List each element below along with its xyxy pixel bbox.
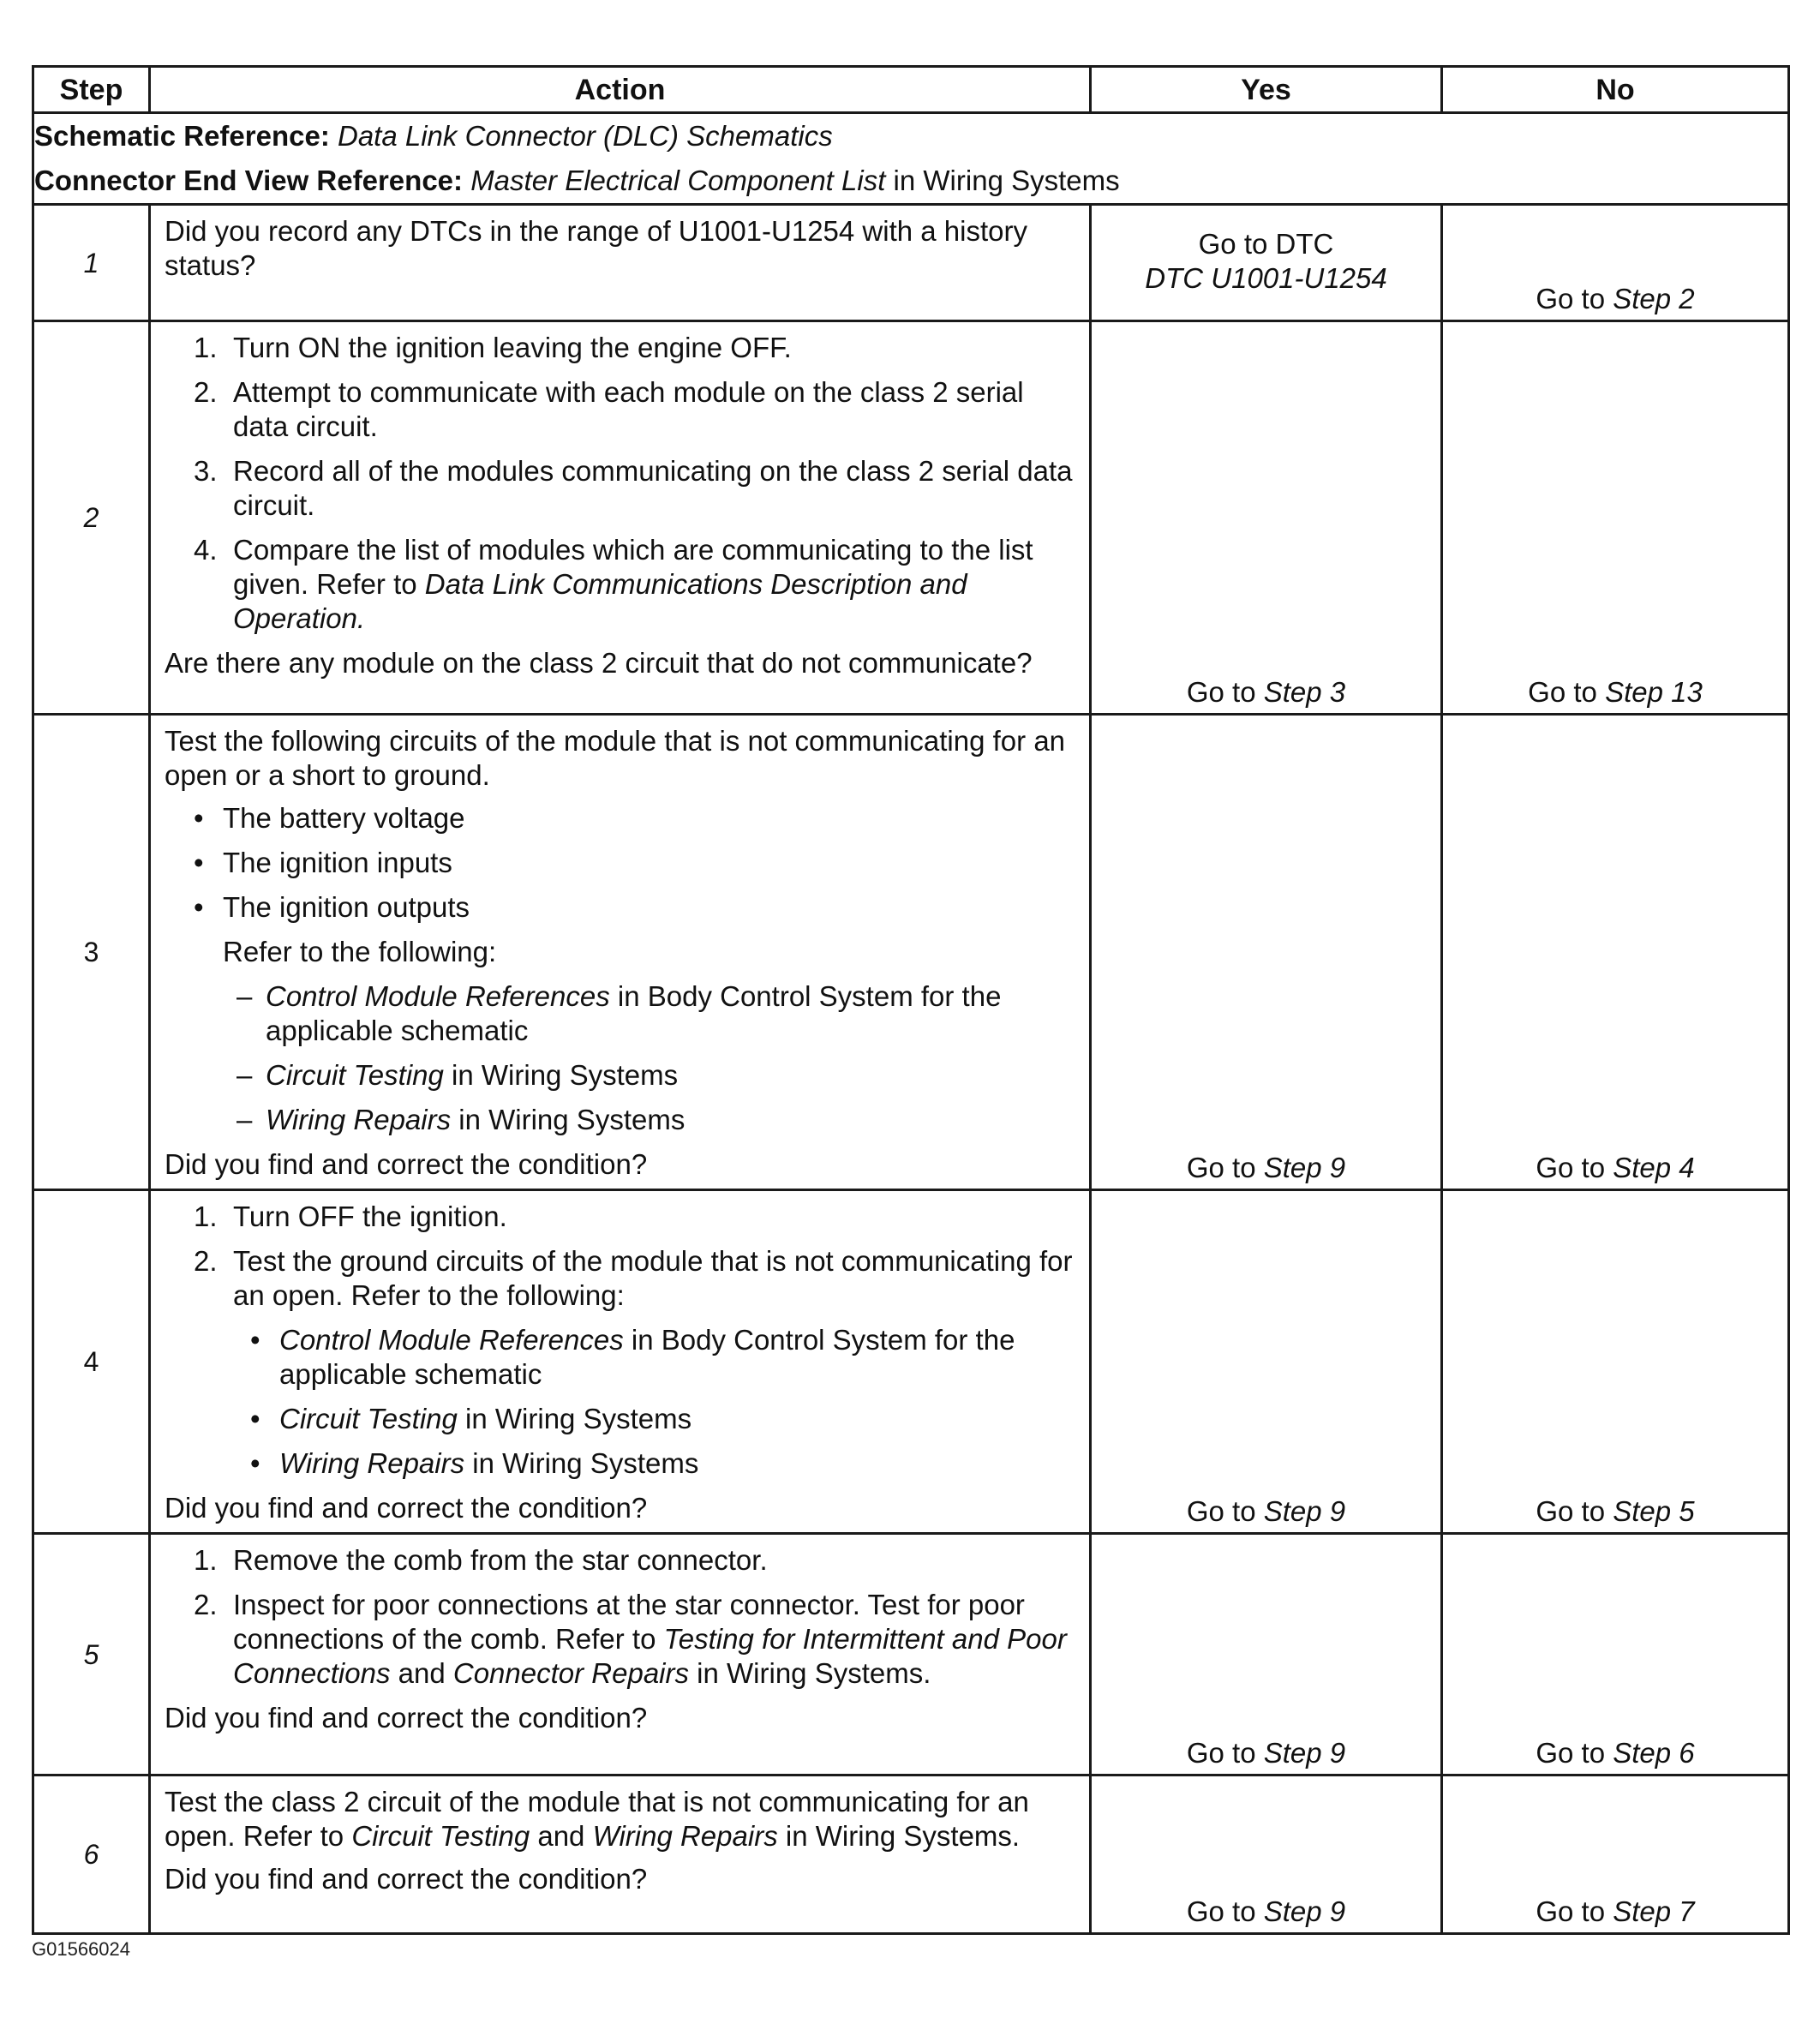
- no-result: Go to: [1528, 676, 1606, 708]
- numbered-item: 1. Remove the comb from the star connector.: [194, 1544, 768, 1576]
- numbered-item: 2. Inspect for poor connections at the star connector. Test for poor connections of the comb. Refer to Testing for Intermittent and Poor Connections and Connector Repairs in Wiring Systems.: [194, 1589, 1067, 1689]
- step-row-6: [33, 1776, 1789, 1934]
- reference-link[interactable]: Connector Repairs: [452, 1657, 689, 1689]
- no-cell: [1442, 715, 1789, 1190]
- reference-link[interactable]: Circuit Testing: [266, 1059, 444, 1091]
- yes-result-link[interactable]: Step 9: [1263, 1152, 1346, 1183]
- header-action: Action: [150, 67, 1091, 113]
- no-result-link[interactable]: Step 13: [1605, 676, 1703, 708]
- numbered-item: 1. Turn OFF the ignition.: [194, 1201, 507, 1232]
- numbered-item: 3. Record all of the modules communicating on the class 2 serial data circuit.: [194, 455, 1073, 521]
- reference-link[interactable]: Control Module References: [279, 1324, 624, 1356]
- dash-item: – Wiring Repairs in Wiring Systems: [236, 1104, 685, 1135]
- reference-cell: [33, 113, 1789, 205]
- step-row-1: [33, 205, 1789, 321]
- step-number: 1: [33, 205, 150, 321]
- yes-result: Go to: [1186, 1895, 1264, 1927]
- step-number: 3: [33, 715, 150, 1190]
- no-cell: [1442, 1534, 1789, 1776]
- step-row-3: [33, 715, 1789, 1190]
- step-row-2: [33, 321, 1789, 715]
- no-result-link[interactable]: Step 5: [1613, 1495, 1695, 1527]
- step-number: 5: [33, 1534, 150, 1776]
- no-cell: [1442, 321, 1789, 715]
- reference-link[interactable]: Wiring Repairs: [592, 1820, 778, 1852]
- no-result-link[interactable]: Step 4: [1613, 1152, 1695, 1183]
- dash-item: – Circuit Testing in Wiring Systems: [236, 1059, 679, 1091]
- step-row-4: [33, 1190, 1789, 1534]
- no-result: Go to: [1536, 1737, 1613, 1769]
- numbered-item: 1. Turn ON the ignition leaving the engine OFF.: [194, 332, 792, 363]
- step-number: 6: [33, 1776, 150, 1934]
- yes-cell: [1091, 205, 1442, 321]
- question-text: Did you find and correct the condition?: [165, 1702, 648, 1734]
- yes-result-link[interactable]: Step 9: [1263, 1895, 1346, 1927]
- dash-item: – Control Module References in Body Control System for the applicable schematic: [236, 980, 1002, 1046]
- no-result: Go to: [1536, 283, 1613, 314]
- yes-result-link[interactable]: Step 9: [1263, 1737, 1346, 1769]
- no-result-link[interactable]: Step 7: [1613, 1895, 1695, 1927]
- bullet-item: • Control Module References in Body Control System for the applicable schematic: [250, 1324, 1015, 1390]
- schematic-reference-link[interactable]: Data Link Connector (DLC) Schematics: [338, 120, 833, 152]
- reference-row: [33, 113, 1789, 205]
- bullet-item: • The ignition outputs: [194, 891, 470, 923]
- action-cell: [150, 321, 1091, 715]
- no-result: Go to: [1536, 1152, 1613, 1183]
- bullet-item: • The ignition inputs: [194, 847, 452, 878]
- header-yes: Yes: [1091, 67, 1442, 113]
- no-result: Go to: [1536, 1895, 1613, 1927]
- yes-result: Go to: [1186, 1152, 1264, 1183]
- yes-result: Go to DTC: [1198, 227, 1334, 260]
- reference-link[interactable]: Circuit Testing: [351, 1820, 530, 1852]
- intro-text: Test the class 2 circuit of the module that is not communicating for an open. Refer to Circuit Testing and Wiring Repairs in Wiring Systems.: [165, 1786, 1029, 1852]
- no-cell: [1442, 1776, 1789, 1934]
- no-cell: [1442, 205, 1789, 321]
- question-text: Did you find and correct the condition?: [165, 1492, 648, 1524]
- refer-text: Refer to the following:: [223, 936, 497, 967]
- numbered-item: 2. Test the ground circuits of the module that is not communicating for an open. Refer to the following:: [194, 1245, 1073, 1311]
- reference-link[interactable]: Data Link Communications Description and Operation.: [233, 568, 967, 634]
- reference-link[interactable]: Testing for Intermittent and Poor Connections: [233, 1623, 1067, 1689]
- bullet-item: • The battery voltage: [194, 802, 465, 834]
- reference-link[interactable]: Wiring Repairs: [266, 1104, 452, 1135]
- schematic-reference-label: Schematic Reference:: [34, 120, 330, 152]
- yes-result-link[interactable]: Step 9: [1263, 1495, 1346, 1527]
- step-row-5: [33, 1534, 1789, 1776]
- no-result: Go to: [1536, 1495, 1613, 1527]
- no-result-link[interactable]: Step 6: [1613, 1737, 1695, 1769]
- numbered-item: 2. Attempt to communicate with each module on the class 2 serial data circuit.: [194, 376, 1024, 442]
- question-text: Did you find and correct the condition?: [165, 1863, 648, 1895]
- step-number: 4: [33, 1190, 150, 1534]
- question-text: Did you find and correct the condition?: [165, 1148, 648, 1180]
- yes-cell: [1091, 1776, 1442, 1934]
- header-row: [33, 67, 1789, 113]
- yes-result: Go to: [1186, 1495, 1264, 1527]
- yes-cell: [1091, 715, 1442, 1190]
- schematic-reference: [34, 114, 1787, 159]
- connector-reference-suffix: in Wiring Systems: [885, 165, 1120, 196]
- yes-result: Go to: [1186, 1737, 1264, 1769]
- action-cell: [150, 1776, 1091, 1934]
- connector-reference: [34, 159, 1787, 203]
- header-step: Step: [33, 67, 150, 113]
- yes-cell: [1091, 321, 1442, 715]
- diagnostic-table: [32, 65, 1790, 1935]
- reference-link[interactable]: Circuit Testing: [279, 1403, 458, 1434]
- action-cell: [150, 1190, 1091, 1534]
- action-cell: [150, 1534, 1091, 1776]
- bullet-item: • Wiring Repairs in Wiring Systems: [250, 1447, 699, 1479]
- action-cell: [150, 205, 1091, 321]
- question-text: Did you record any DTCs in the range of U1001-U1254 with a history status?: [165, 215, 1027, 281]
- yes-result-link[interactable]: Step 3: [1263, 676, 1346, 708]
- step-number: 2: [33, 321, 150, 715]
- connector-reference-link[interactable]: Master Electrical Component List: [470, 165, 886, 196]
- yes-result: Go to: [1186, 676, 1264, 708]
- header-no: No: [1442, 67, 1789, 113]
- no-result-link[interactable]: Step 2: [1613, 283, 1695, 314]
- figure-id: G01566024: [32, 1938, 130, 1960]
- yes-cell: [1091, 1534, 1442, 1776]
- no-cell: [1442, 1190, 1789, 1534]
- reference-link[interactable]: Wiring Repairs: [279, 1447, 465, 1479]
- connector-reference-label: Connector End View Reference:: [34, 165, 464, 196]
- reference-link[interactable]: Control Module References: [266, 980, 610, 1012]
- numbered-item: 4. Compare the list of modules which are communicating to the list given. Refer to Data Link Communications Description and Operation.: [194, 534, 1033, 634]
- bullet-item: • Circuit Testing in Wiring Systems: [250, 1403, 692, 1434]
- yes-cell: [1091, 1190, 1442, 1534]
- action-cell: [150, 715, 1091, 1190]
- question-text: Are there any module on the class 2 circuit that do not communicate?: [165, 647, 1033, 679]
- intro-text: Test the following circuits of the module that is not communicating for an open or a short to ground.: [165, 725, 1066, 791]
- yes-result-link[interactable]: DTC U1001-U1254: [1145, 261, 1387, 294]
